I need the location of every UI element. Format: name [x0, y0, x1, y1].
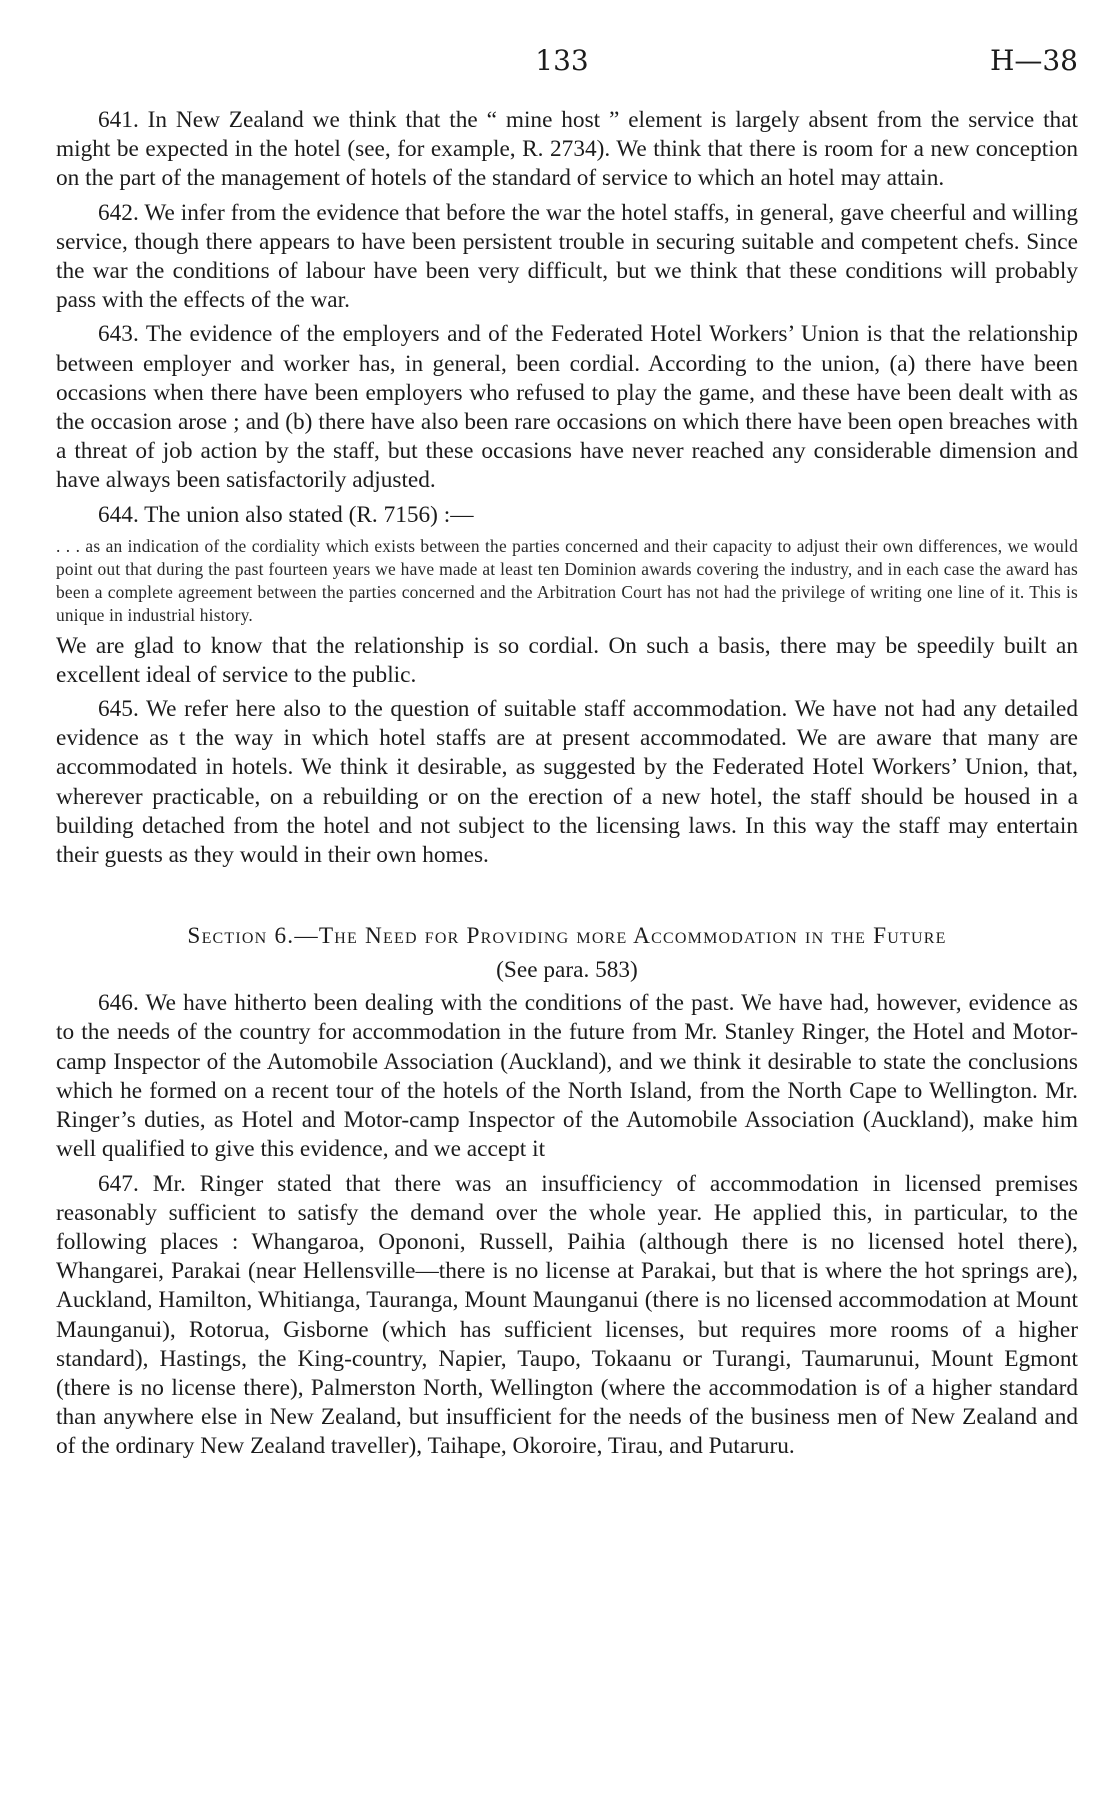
page-number: 133	[535, 44, 589, 77]
paragraph-645: 645. We refer here also to the question of suitable staff accommodation. We have not had any detailed evidence as t the way in which hotel staffs are at present accommodated. We are aware that many are accommodated in hotels. We think it desirable, as suggested by the Federated Hotel Workers’ Union, that, wherever practicable, on a rebuilding or on the erection of a new hotel, the staff should be housed in a building detached from the hotel and not subject to the licensing laws. In this way the staff may entertain their guests as they would in their own homes.	[56, 696, 1078, 869]
document-reference: H—38	[989, 44, 1078, 77]
paragraph-644-continuation: We are glad to know that the relationship is so cordial. On such a basis, there may be speedily built an excellent ideal of service to the public.	[56, 632, 1078, 688]
paragraph-643: 643. The evidence of the employers and of the Federated Hotel Workers’ Union is that the relationship between employer and worker has, in general, been cordial. According to the union, (a) there have been occasions when there have been employers who refused to play the game, and these have been dealt with as the occasion arose ; and (b) there have also been rare occasions on which there have been open breaches with a threat of job action by the staff, but these occasions have never reached any considerable dimension and have always been satisfactorily adjusted.	[56, 321, 1078, 494]
block-quote-644: . . . as an indication of the cordiality which exists between the parties concerned and their capacity to adjust their own differences, we would point out that during the past fourteen years we have made at least ten Dominion awards covering the industry, and in each case the award has been a complete agreement between the parties concerned and the Arbitration Court has not had the privilege of writing one line of it. This is unique in industrial history.	[56, 535, 1078, 626]
paragraph-644: 644. The union also stated (R. 7156) :—	[98, 501, 474, 528]
section-heading: Section 6.—The Need for Providing more Accommodation in the Future	[187, 923, 947, 950]
paragraph-642: 642. We infer from the evidence that before the war the hotel staffs, in general, gave cheerful and willing service, though there appears to have been persistent trouble in securing suitable and competent chefs. Since the war the conditions of labour have been very difficult, but we think that these conditions will probably pass with the effects of the war.	[56, 199, 1078, 314]
paragraph-646: 646. We have hitherto been dealing with the conditions of the past. We have had, however, evidence as to the needs of the country for accommodation in the future from Mr. Stanley Ringer, the Hotel and Motor-camp Inspector of the Automobile Association (Auckland), and we think it desirable to state the conclusions which he formed on a recent tour of the hotels of the North Island, from the North Cape to Wellington. Mr. Ringer’s duties, as Hotel and Motor-camp Inspector of the Automobile Association (Auckland), make him well qualified to give this evidence, and we accept it	[56, 990, 1078, 1163]
paragraph-641: 641. In New Zealand we think that the “ mine host ” element is largely absent from the service that might be expected in the hotel (see, for example, R. 2734). We think that there is room for a new conception on the part of the management of hotels of the standard of service to which an hotel may attain.	[56, 107, 1078, 192]
section-spacer	[56, 875, 1078, 921]
body-text	[56, 106, 1078, 1467]
section-subheading: (See para. 583)	[496, 957, 638, 984]
paragraph-647: 647. Mr. Ringer stated that there was an insufficiency of accommodation in licensed premises reasonably sufficient to satisfy the demand over the whole year. He applied this, in particular, to the following places : Whangaroa, Opononi, Russell, Paihia (although there is no licensed hotel there), Whangarei, Parakai (near Hellensville—there is no license at Parakai, but that is where the hot springs are), Auckland, Hamilton, Whitianga, Tauranga, Mount Maunganui (there is no licensed accommodation at Mount Maunganui), Rotorua, Gisborne (which has sufficient licenses, but requires more rooms of a higher standard), Hastings, the King-country, Napier, Taupo, Tokaanu or Turangi, Taumarunui, Mount Egmont (there is no license there), Palmerston North, Wellington (where the accommodation is of a higher standard than anywhere else in New Zealand, but insufficient for the needs of the business men of New Zealand and of the ordinary New Zealand traveller), Taihape, Okoroire, Tirau, and Putaruru.	[56, 1170, 1078, 1460]
page-header	[0, 44, 1114, 84]
